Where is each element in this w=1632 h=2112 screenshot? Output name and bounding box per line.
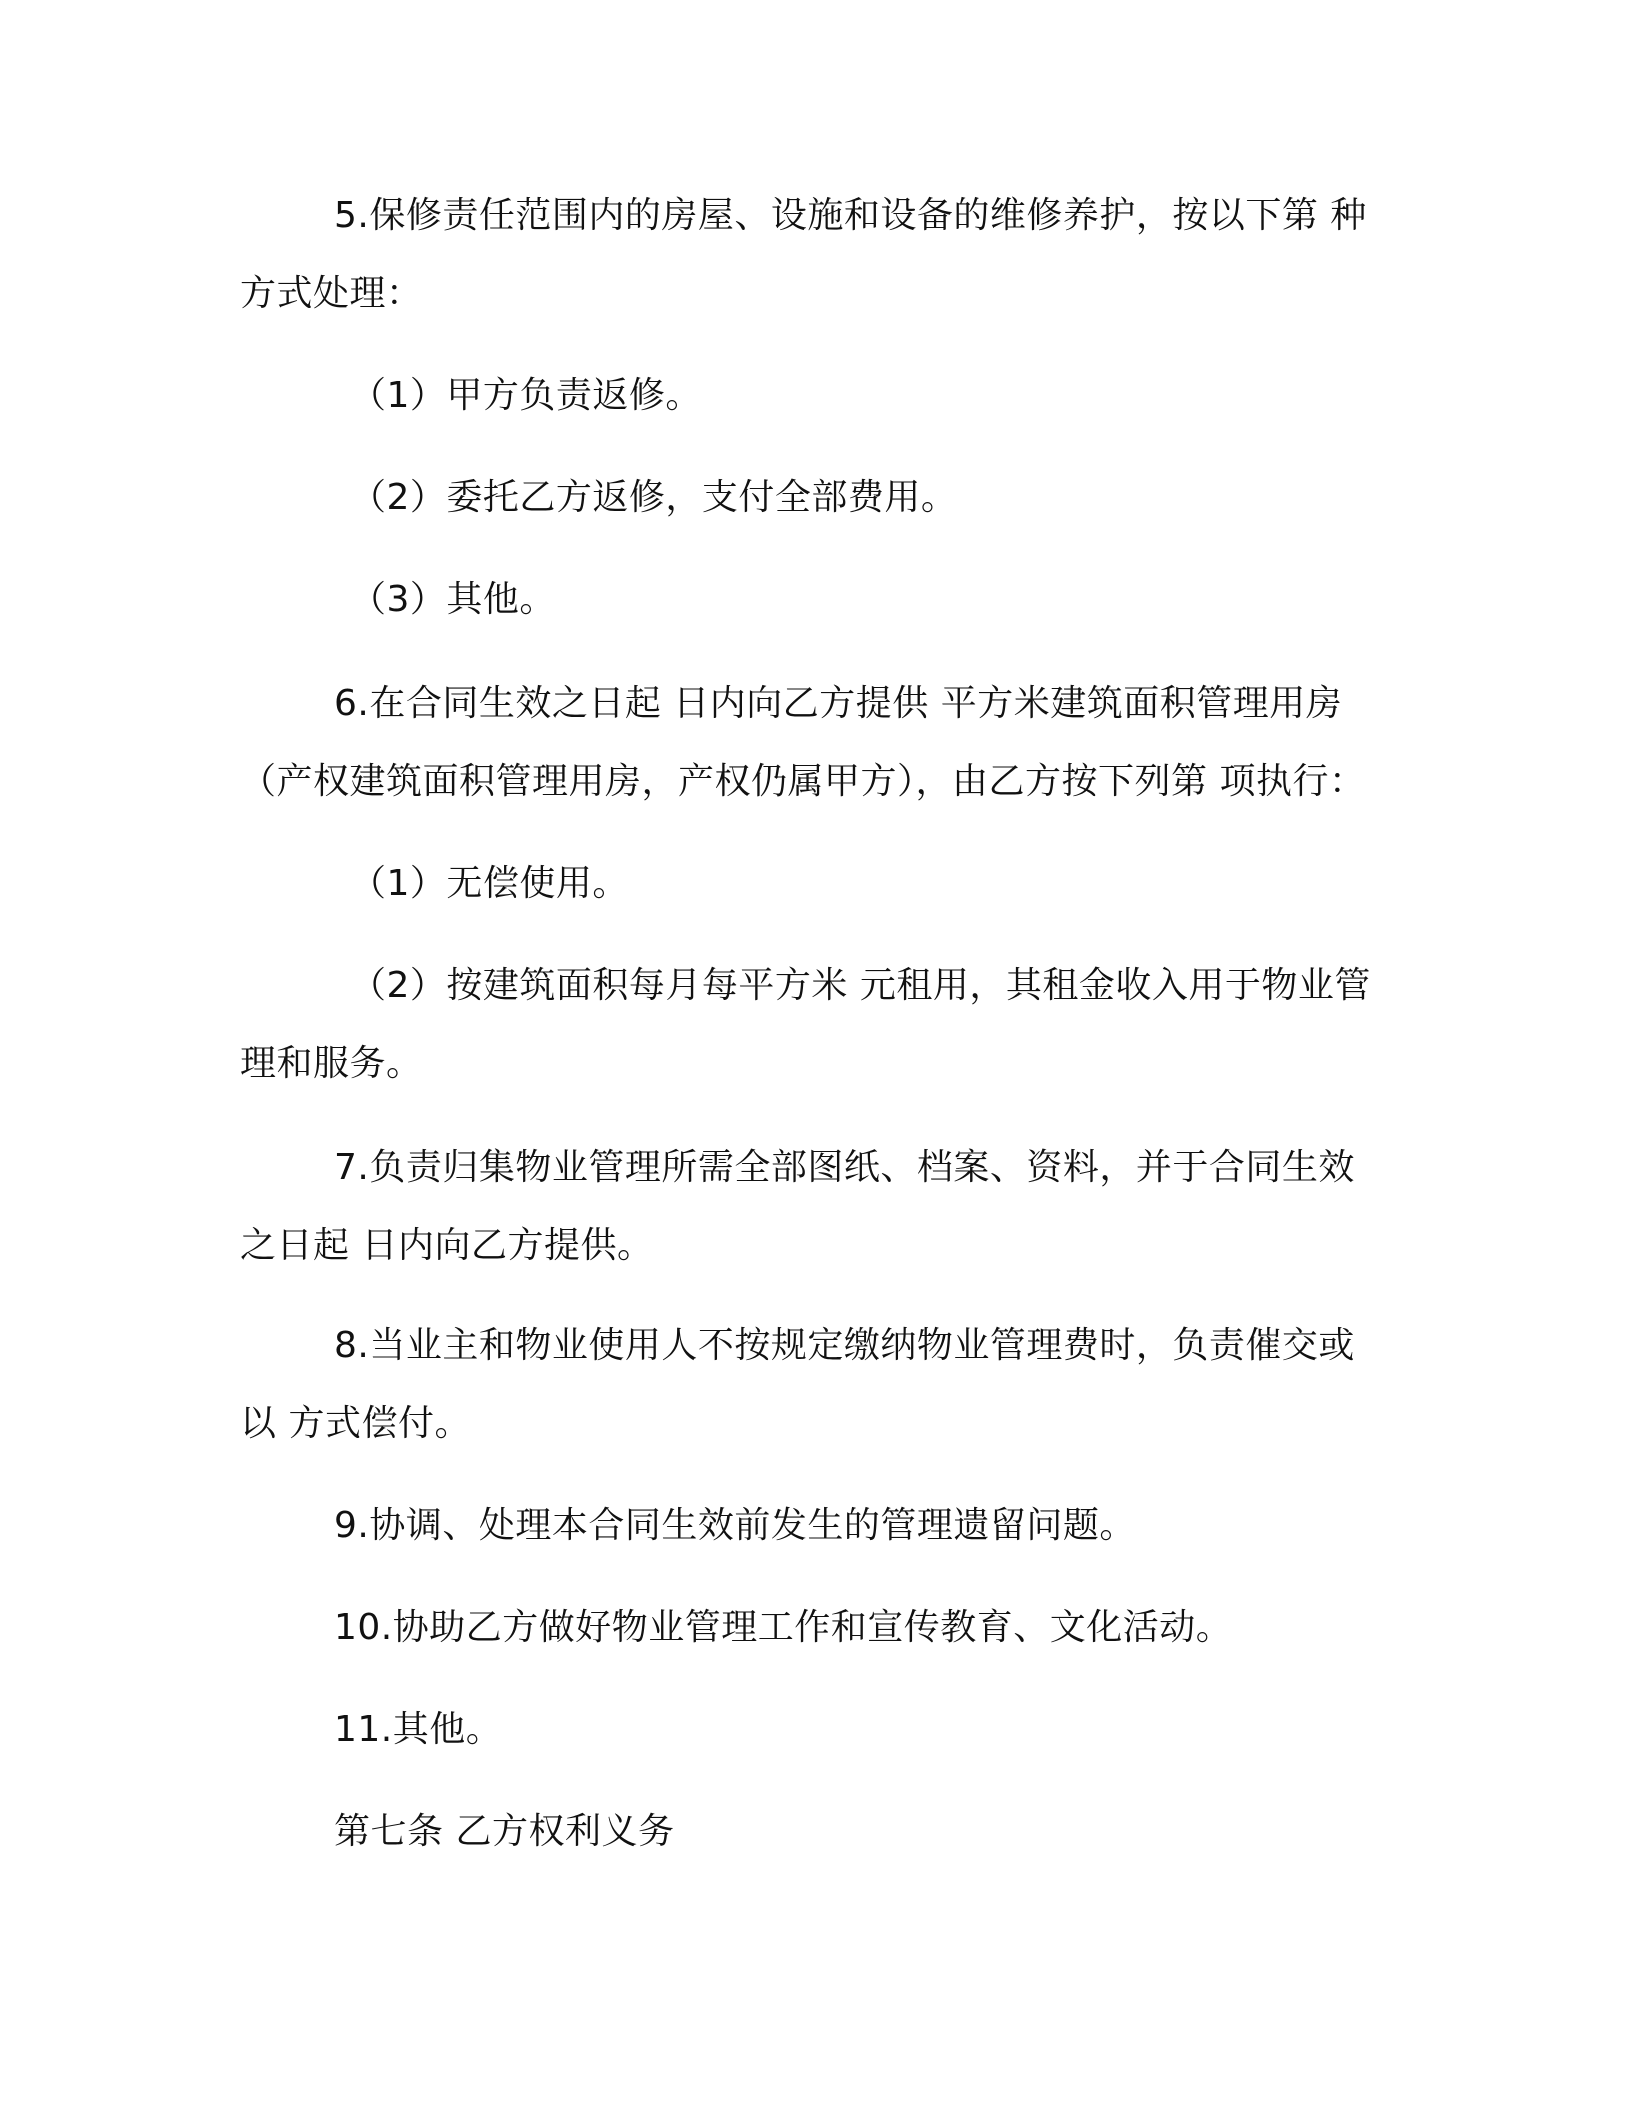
clause-5-option-2: （2）委托乙方返修，支付全部费用。	[350, 477, 958, 518]
article-7-heading: 第七条 乙方权利义务	[334, 1811, 675, 1852]
clause-10: 10.协助乙方做好物业管理工作和宣传教育、文化活动。	[334, 1607, 1233, 1648]
clause-7-line-2: 之日起 日内向乙方提供。	[240, 1225, 654, 1266]
clause-8-line-2: 以 方式偿付。	[240, 1403, 471, 1444]
clause-6-line-2: （产权建筑面积管理用房，产权仍属甲方），由乙方按下列第 项执行：	[240, 761, 1366, 802]
clause-6-line-1: 6.在合同生效之日起 日内向乙方提供 平方米建筑面积管理用房	[334, 683, 1343, 724]
clause-6-option-2-line-1: （2）按建筑面积每月每平方米 元租用，其租金收入用于物业管	[350, 965, 1371, 1006]
clause-5-option-3: （3）其他。	[350, 579, 556, 620]
clause-5-option-1: （1）甲方负责返修。	[350, 375, 702, 416]
clause-6-option-1: （1）无偿使用。	[350, 863, 629, 904]
clause-5-line-2: 方式处理：	[240, 273, 423, 314]
clause-6-option-2-line-2: 理和服务。	[240, 1043, 423, 1084]
clause-11: 11.其他。	[334, 1709, 503, 1750]
clause-7-line-1: 7.负责归集物业管理所需全部图纸、档案、资料，并于合同生效	[334, 1147, 1355, 1188]
clause-8-line-1: 8.当业主和物业使用人不按规定缴纳物业管理费时，负责催交或	[334, 1325, 1355, 1366]
clause-5-line-1: 5.保修责任范围内的房屋、设施和设备的维修养护，按以下第 种	[334, 195, 1367, 236]
clause-9: 9.协调、处理本合同生效前发生的管理遗留问题。	[334, 1505, 1136, 1546]
